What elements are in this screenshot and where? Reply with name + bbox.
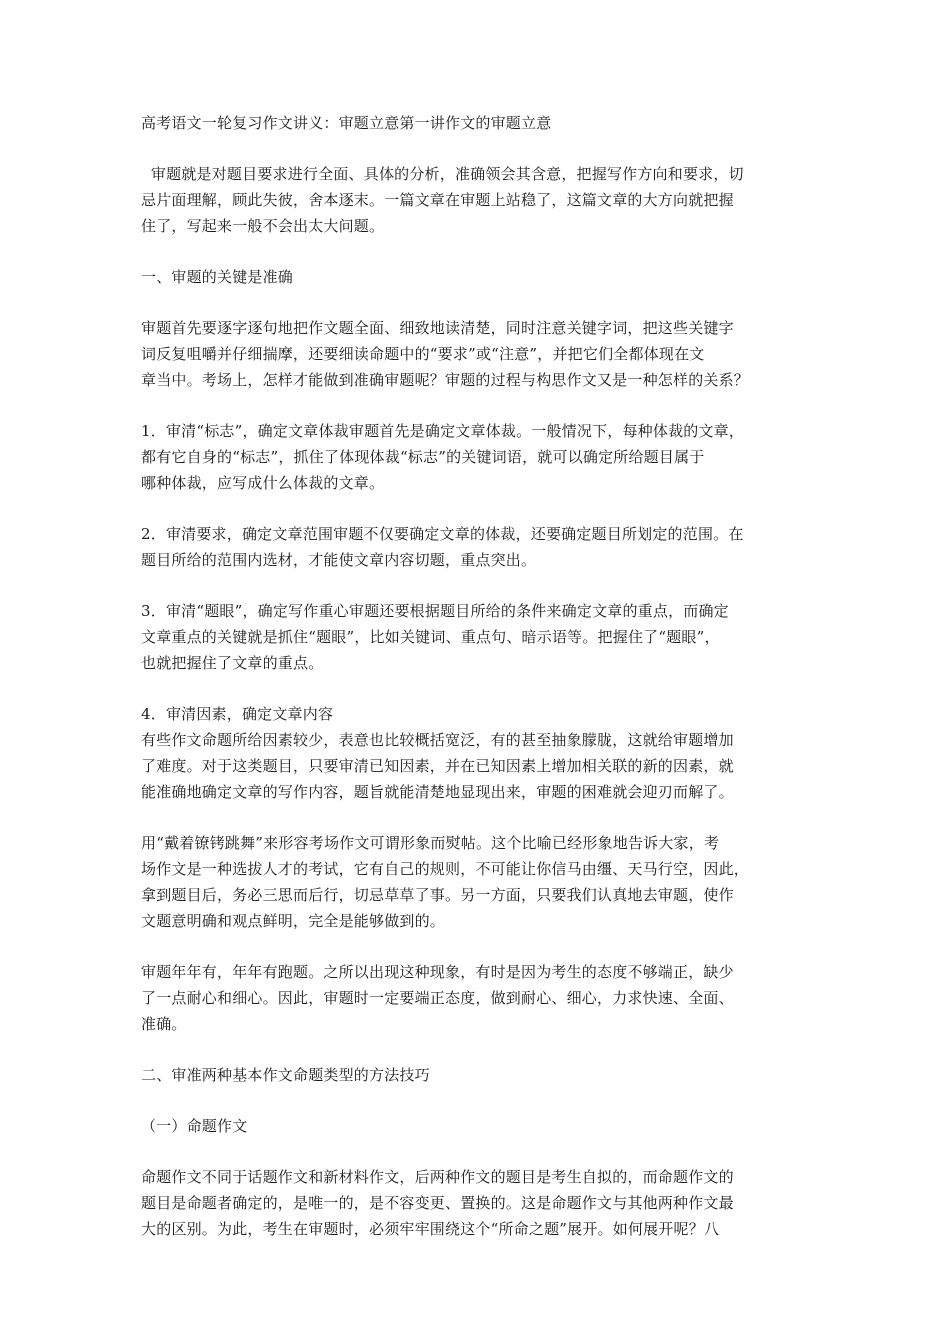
text-line: 1．审清“标志”，确定文章体裁审题首先是确定文章体裁。一般情况下，每种体裁的文章， (141, 422, 745, 440)
text-line: 大的区别。为此，考生在审题时，必须牢牢围绕这个“所命之题”展开。如何展开呢？八 (141, 1220, 720, 1238)
text-line: 审题首先要逐字逐句地把作文题全面、细致地读清楚，同时注意关键字词，把这些关键字 (141, 319, 734, 337)
text-line: 题目所给的范围内选材，才能使文章内容切题，重点突出。 (141, 551, 537, 569)
text-line: 能准确地确定文章的写作内容，题旨就能清楚地显现出来，审题的困难就会迎刃而解了。 (141, 783, 734, 801)
text-line: 有些作文命题所给因素较少，表意也比较概括宽泛，有的甚至抽象朦胧，这就给审题增加 (141, 731, 734, 749)
item-1-paragraph (141, 418, 821, 496)
text-line: 准确。 (141, 1015, 187, 1033)
spacer (141, 805, 821, 830)
text-line: 忌片面理解，顾此失彼，舍本逐末。一篇文章在审题上站稳了，这篇文章的大方向就把握 (141, 191, 734, 209)
text-line: 文题意明确和观点鲜明，完全是能够做到的。 (141, 912, 446, 930)
section-heading-2: 二、审准两种基本作文命题类型的方法技巧 (141, 1066, 430, 1084)
item-4-paragraph (141, 727, 821, 805)
spacer (141, 1037, 821, 1062)
spacer (141, 676, 821, 701)
yearly-paragraph (141, 959, 821, 1037)
spacer (141, 1139, 821, 1164)
subsection-heading-1: （一）命题作文 (141, 1117, 248, 1135)
subsection1-paragraph (141, 1164, 821, 1242)
text-line: 也就把握住了文章的重点。 (141, 654, 324, 672)
spacer (141, 496, 821, 521)
text-line: 了难度。对于这类题目，只要审清已知因素，并在已知因素上增加相关联的新的因素，就 (141, 757, 734, 775)
spacer (141, 1088, 821, 1113)
spacer (141, 934, 821, 959)
item-4-heading: 4．审清因素，确定文章内容 (141, 705, 334, 723)
text-line: 审题就是对题目要求进行全面、具体的分析，准确领会其含意，把握写作方向和要求，切 (141, 165, 744, 183)
text-line: 词反复咀嚼并仔细揣摩，还要细读命题中的“要求”或“注意”，并把它们全都体现在文 (141, 345, 705, 363)
text-line: 场作文是一种选拔人才的考试，它有自己的规则，不可能让你信马由缰、天马行空，因此， (141, 860, 750, 878)
text-line: 拿到题目后，务必三思而后行，切忌草草了事。另一方面，只要我们认真地去审题，使作 (141, 886, 734, 904)
item-3-paragraph (141, 598, 821, 676)
text-line: 都有它自身的“标志”，抓住了体现体裁“标志”的关键词语，就可以确定所给题目属于 (141, 448, 705, 466)
spacer (141, 136, 821, 161)
text-line: 文章重点的关键就是抓住“题眼”，比如关键词、重点句、暗示语等。把握住了“题眼”， (141, 628, 720, 646)
item-2-paragraph (141, 521, 821, 573)
text-line: 住了，写起来一般不会出太大问题。 (141, 217, 385, 235)
text-line: 章当中。考场上，怎样才能做到准确审题呢？审题的过程与构思作文又是一种怎样的关系？ (141, 371, 750, 389)
section1-paragraph (141, 315, 821, 393)
spacer (141, 573, 821, 598)
text-line: 审题年年有，年年有跑题。之所以出现这种现象，有时是因为考生的态度不够端正，缺少 (141, 963, 734, 981)
document-title: 高考语文一轮复习作文讲义：审题立意第一讲作文的审题立意 (141, 114, 552, 132)
text-line: 命题作文不同于话题作文和新材料作文，后两种作文的题目是考生自拟的，而命题作文的 (141, 1168, 734, 1186)
dance-paragraph (141, 830, 821, 934)
text-line: 2．审清要求，确定文章范围审题不仅要确定文章的体裁，还要确定题目所划定的范围。在 (141, 525, 744, 543)
text-line: 题目是命题者确定的，是唯一的，是不容变更、置换的。这是命题作文与其他两种作文最 (141, 1194, 734, 1212)
text-line: 用“戴着镣铐跳舞”来形容考场作文可谓形象而熨帖。这个比喻已经形象地告诉大家，考 (141, 834, 720, 852)
document-page (141, 110, 821, 1242)
spacer (141, 393, 821, 418)
spacer (141, 239, 821, 264)
intro-paragraph (141, 161, 821, 239)
spacer (141, 290, 821, 315)
section-heading-1: 一、审题的关键是准确 (141, 268, 294, 286)
text-line: 了一点耐心和细心。因此，审题时一定要端正态度，做到耐心、细心，力求快速、全面、 (141, 989, 734, 1007)
text-line: 3．审清“题眼”，确定写作重心审题还要根据题目所给的条件来确定文章的重点，而确定 (141, 602, 729, 620)
text-line: 哪种体裁，应写成什么体裁的文章。 (141, 474, 385, 492)
